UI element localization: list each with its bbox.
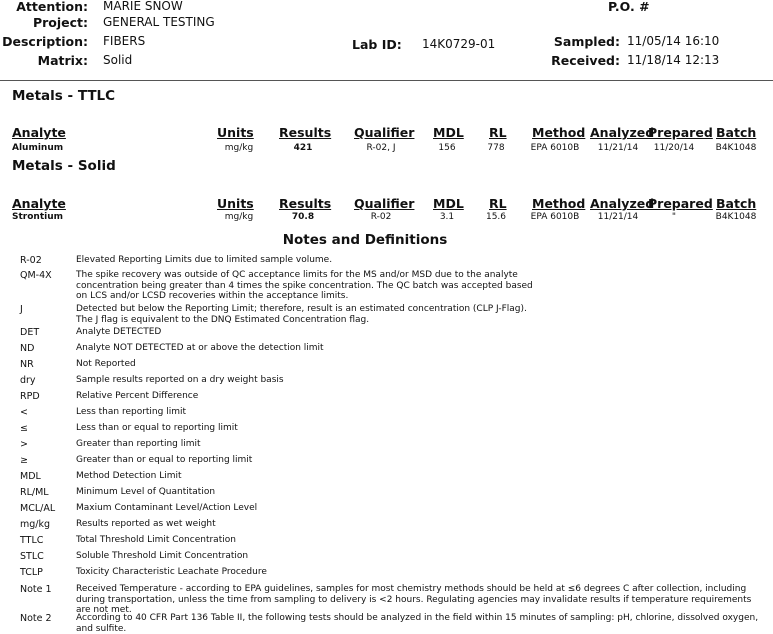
received-label: Received:	[551, 53, 620, 68]
attention-label: Attention:	[16, 0, 88, 14]
note-code: QM-4X	[20, 270, 52, 281]
col-analyzed: Analyzed	[590, 196, 655, 211]
note-text: Maxium Contaminant Level/Action Level	[76, 503, 258, 513]
col-mdl: MDL	[433, 196, 464, 211]
row-analyzed: 11/21/14	[597, 212, 639, 222]
note-text: Analyte NOT DETECTED at or above the detection limit	[76, 343, 324, 353]
row-analyte: Aluminum	[12, 143, 64, 153]
note-code: RPD	[20, 391, 40, 402]
note-code: <	[20, 407, 28, 418]
header-divider	[0, 80, 773, 81]
note-text: Not Reported	[76, 359, 136, 369]
note-code: Note 1	[20, 584, 52, 595]
note-code: dry	[20, 375, 36, 386]
col-rl: RL	[489, 125, 507, 140]
col-results: Results	[279, 125, 332, 140]
row-method: EPA 6010B	[530, 143, 580, 153]
col-analyzed: Analyzed	[590, 125, 655, 140]
row-units: mg/kg	[224, 143, 254, 153]
section-title-solid: Metals - Solid	[12, 158, 116, 174]
lab-id-label: Lab ID:	[352, 37, 402, 52]
row-qualifier: R-02	[370, 212, 392, 222]
note-code: J	[20, 304, 23, 315]
note-text: Less than or equal to reporting limit	[76, 423, 238, 433]
matrix-label: Matrix:	[37, 53, 88, 68]
description-label: Description:	[2, 34, 88, 49]
note-text: Analyte DETECTED	[76, 327, 162, 337]
col-analyte: Analyte	[12, 125, 66, 140]
note-code: MCL/AL	[20, 503, 56, 514]
col-prepared: Prepared	[648, 125, 713, 140]
matrix-value: Solid	[103, 53, 133, 67]
note-code: >	[20, 439, 28, 450]
note-text: Results reported as wet weight	[76, 519, 216, 529]
note-code: R-02	[20, 255, 42, 266]
note-text: Sample results reported on a dry weight basis	[76, 375, 284, 385]
sampled-label: Sampled:	[553, 34, 620, 49]
note-text: Relative Percent Difference	[76, 391, 199, 401]
attention-value: MARIE SNOW	[103, 0, 183, 13]
row-batch: B4K1048	[715, 212, 757, 222]
note-text: Greater than reporting limit	[76, 439, 201, 449]
description-value: FIBERS	[103, 34, 146, 48]
lab-id-value: 14K0729-01	[422, 37, 496, 51]
note-text: Elevated Reporting Limits due to limited sample volume.	[76, 255, 333, 265]
note-text: Toxicity Characteristic Leachate Procedure	[76, 567, 267, 577]
col-units: Units	[217, 125, 254, 140]
col-qualifier: Qualifier	[354, 125, 415, 140]
note-text: Greater than or equal to reporting limit	[76, 455, 253, 465]
note-code: TTLC	[20, 535, 44, 546]
note-code: ≤	[20, 423, 28, 434]
row-prepared: 11/20/14	[653, 143, 695, 153]
col-results: Results	[279, 196, 332, 211]
row-units: mg/kg	[224, 212, 254, 222]
sampled-value: 11/05/14 16:10	[627, 34, 720, 48]
row-method: EPA 6010B	[530, 212, 580, 222]
row-rl: 15.6	[485, 212, 507, 222]
note-text: Received Temperature - according to EPA guidelines, samples for most chemistry methods should be held at ≤6 degrees C after collection, including during transportation, unless the time from sampling to delivery is <2 hours. Regulating agencies may invalidate results if temperature requirements are not met.	[76, 584, 752, 615]
col-rl: RL	[489, 196, 507, 211]
po-label: P.O. #	[608, 0, 650, 14]
section-title-ttlc: Metals - TTLC	[12, 88, 116, 104]
col-method: Method	[532, 125, 586, 140]
col-analyte: Analyte	[12, 196, 66, 211]
row-qualifier: R-02, J	[366, 143, 396, 153]
note-code: TCLP	[20, 567, 43, 578]
note-text: According to 40 CFR Part 136 Table II, the following tests should be analyzed in the field within 15 minutes of sampling: pH, chlorine, dissolved oxygen, and sulfite.	[76, 613, 759, 634]
col-batch: Batch	[716, 196, 757, 211]
note-code: ≥	[20, 455, 28, 466]
col-qualifier: Qualifier	[354, 196, 415, 211]
note-text: Method Detection Limit	[76, 471, 182, 481]
row-analyzed: 11/21/14	[597, 143, 639, 153]
row-results: 421	[293, 143, 313, 153]
row-mdl: 156	[438, 143, 456, 153]
col-mdl: MDL	[433, 125, 464, 140]
note-code: Note 2	[20, 613, 52, 624]
note-text: Total Threshold Limit Concentration	[76, 535, 236, 545]
note-text: Minimum Level of Quantitation	[76, 487, 216, 497]
note-text: Soluble Threshold Limit Concentration	[76, 551, 249, 561]
row-batch: B4K1048	[715, 143, 757, 153]
note-code: NR	[20, 359, 34, 370]
project-label: Project:	[32, 15, 88, 30]
note-code: MDL	[20, 471, 41, 482]
row-analyte: Strontium	[12, 212, 63, 222]
note-text: Detected but below the Reporting Limit; therefore, result is an estimated concentration (CLP J-Flag). The J flag is equivalent to the DNQ Estimated Concentration flag.	[76, 304, 527, 325]
note-code: mg/kg	[20, 519, 51, 530]
row-rl: 778	[487, 143, 505, 153]
col-method: Method	[532, 196, 586, 211]
received-value: 11/18/14 12:13	[627, 53, 720, 67]
col-units: Units	[217, 196, 254, 211]
note-text: The spike recovery was outside of QC acceptance limits for the MS and/or MSD due to the analyte concentration being greater than 4 times the spike concentration. The QC batch was accepted based on LCS and/or LCSD recoveries within the acceptance limits.	[76, 270, 533, 301]
row-results: 70.8	[291, 212, 315, 222]
project-value: GENERAL TESTING	[103, 15, 215, 29]
note-code: ND	[20, 343, 35, 354]
row-mdl: 3.1	[439, 212, 455, 222]
note-code: RL/ML	[20, 487, 49, 498]
row-prepared: "	[671, 212, 677, 222]
note-code: DET	[20, 327, 40, 338]
col-batch: Batch	[716, 125, 757, 140]
notes-title: Notes and Definitions	[282, 232, 448, 248]
note-code: STLC	[20, 551, 44, 562]
col-prepared: Prepared	[648, 196, 713, 211]
note-text: Less than reporting limit	[76, 407, 187, 417]
